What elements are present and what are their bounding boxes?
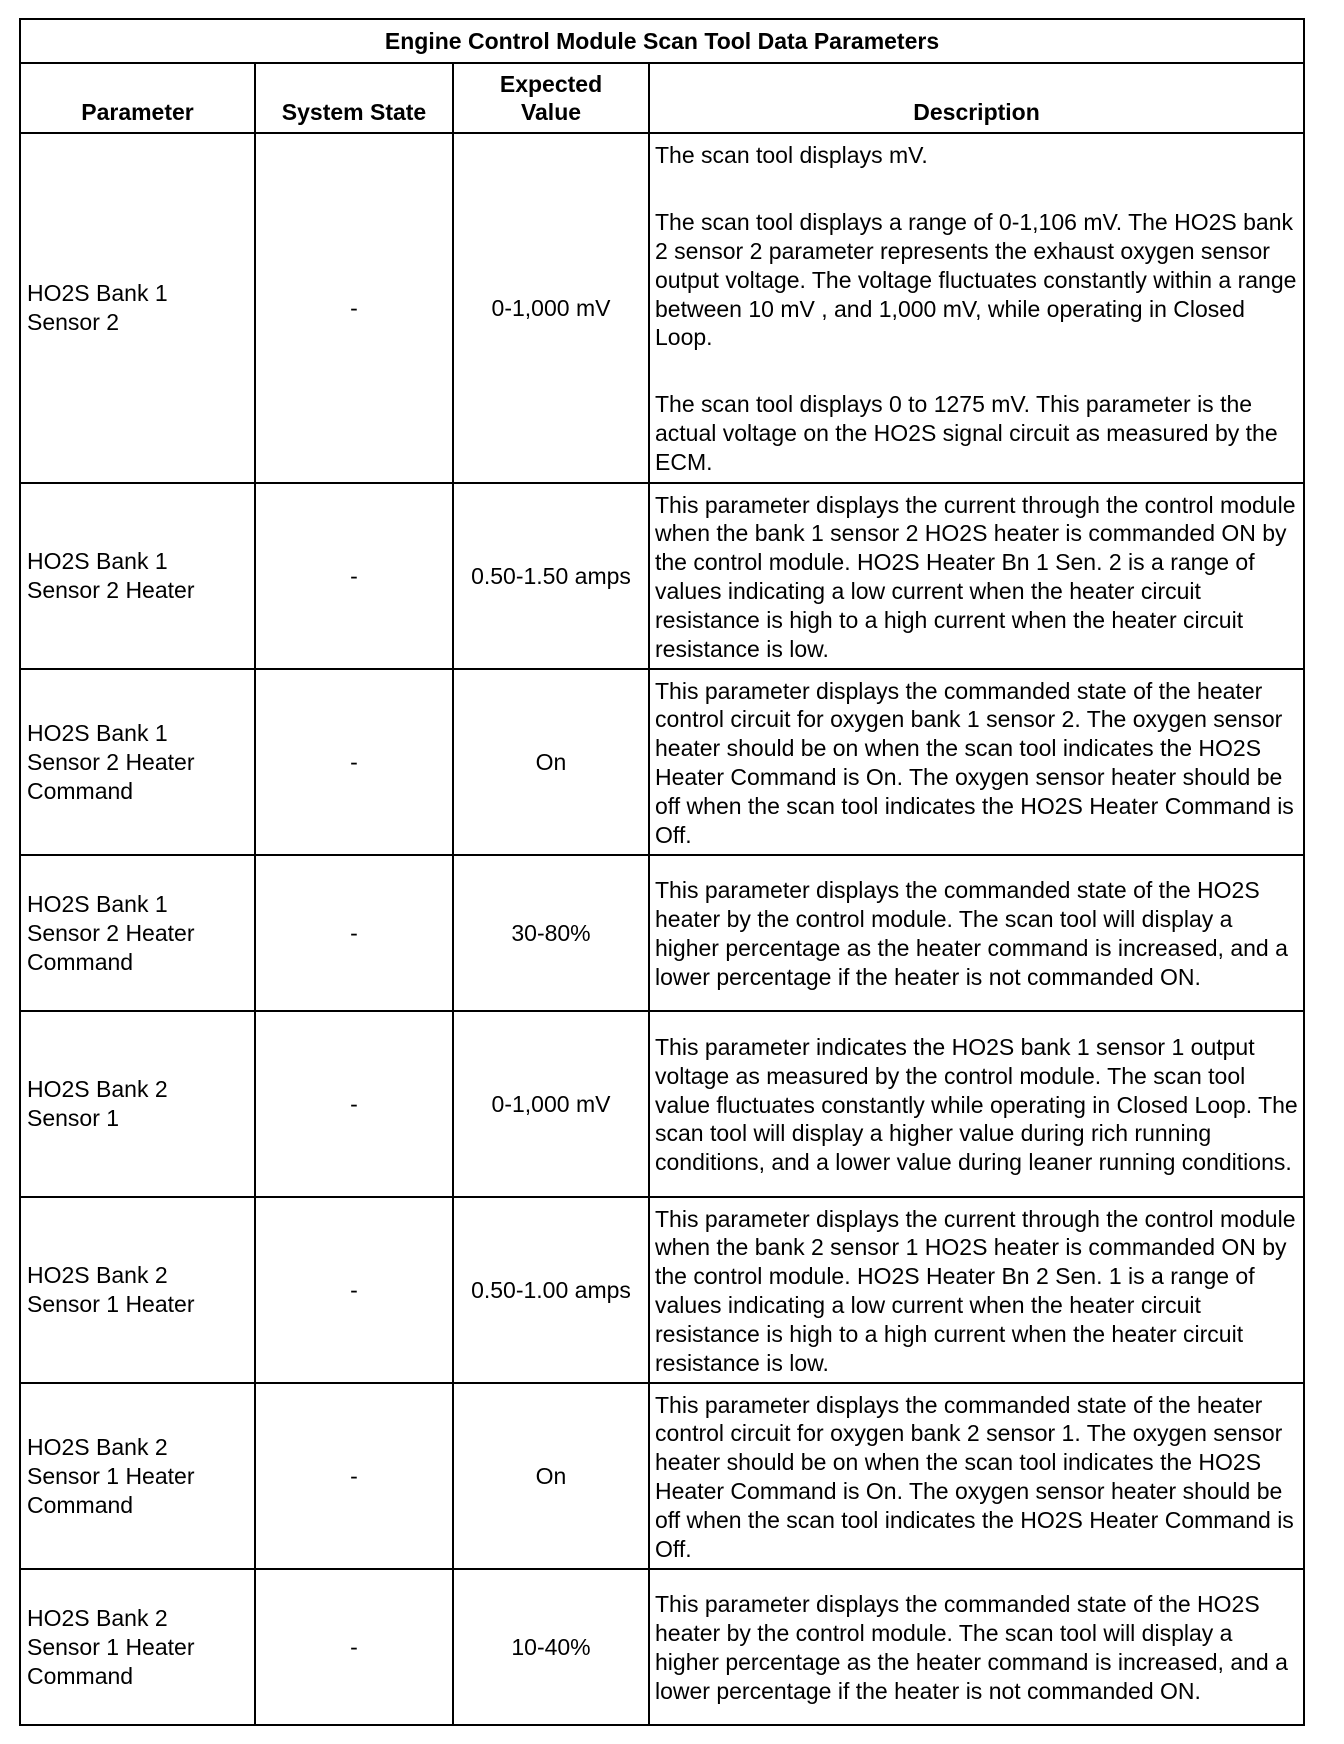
parameter-line: Sensor 2 Heater [27,748,195,775]
parameter-line: HO2S Bank 2 [27,1604,168,1631]
expected-value-cell: 0-1,000 mV [453,1011,649,1197]
parameter-cell [20,669,255,855]
header-expected-value [453,63,649,133]
description-paragraph: The scan tool displays 0 to 1275 mV. This parameter is the actual voltage on the HO2S signal circuit as measured by the ECM. [655,391,1278,475]
description-cell [649,483,1304,669]
table-row [20,483,1304,669]
description-paragraph: This parameter indicates the HO2S bank 1 sensor 1 output voltage as measured by the control module. The scan tool value fluctuates constantly while operating in Closed Loop. The scan tool will display a higher value during rich running conditions, and a lower value during leaner running conditions. [655,1034,1298,1176]
parameter-line: HO2S Bank 1 [27,890,168,917]
system-state-cell: - [255,133,453,483]
table-row [20,1569,1304,1725]
expected-value-cell: 0.50-1.50 amps [453,483,649,669]
parameter-cell [20,1383,255,1569]
description-cell [649,855,1304,1011]
description-paragraph: This parameter displays the commanded state of the heater control circuit for oxygen bank 1 sensor 2. The oxygen sensor heater should be on when the scan tool indicates the HO2S Heater Command is On. The oxygen sensor heater should be off when the scan tool indicates the HO2S Heater Command is Off. [655,677,1294,848]
description-cell [649,1011,1304,1197]
header-description: Description [649,63,1304,133]
table-row [20,1197,1304,1383]
system-state-cell: - [255,1569,453,1725]
parameter-line: Sensor 1 Heater [27,1633,195,1660]
expected-value-cell: 0.50-1.00 amps [453,1197,649,1383]
description-cell [649,1383,1304,1569]
table-title: Engine Control Module Scan Tool Data Parameters [20,19,1304,63]
parameter-line: Command [27,1662,134,1689]
parameter-line: HO2S Bank 1 [27,280,168,306]
system-state-cell: - [255,669,453,855]
parameter-line: HO2S Bank 2 [27,1076,168,1102]
header-parameter: Parameter [20,63,255,133]
expected-value-cell: 0-1,000 mV [453,133,649,483]
description-paragraph: This parameter displays the commanded state of the HO2S heater by the control module. The scan tool will display a higher percentage as the heater command is increased, and a lower percentage if the heater is not commanded ON. [655,1591,1288,1704]
parameter-line: HO2S Bank 2 [27,1262,168,1288]
description-paragraph: This parameter displays the commanded state of the heater control circuit for oxygen bank 2 sensor 1. The oxygen sensor heater should be on when the scan tool indicates the HO2S Heater Command is On. The oxygen sensor heater should be off when the scan tool indicates the HO2S Heater Command is Off. [655,1391,1294,1562]
parameter-line: Sensor 2 [27,309,120,335]
header-system-state: System State [255,63,453,133]
parameter-line: Sensor 2 Heater [27,919,195,946]
parameter-line: HO2S Bank 1 [27,548,168,574]
system-state-cell: - [255,1011,453,1197]
system-state-cell: - [255,483,453,669]
expected-value-cell: On [453,1383,649,1569]
parameter-line: Command [27,948,134,975]
description-cell [649,1569,1304,1725]
parameter-cell [20,133,255,483]
description-cell [649,133,1304,483]
parameter-cell [20,855,255,1011]
parameter-line: HO2S Bank 1 [27,719,168,746]
description-cell [649,1197,1304,1383]
description-paragraph: The scan tool displays mV. [655,142,928,169]
table-row [20,1011,1304,1197]
header-expected-value-line2: Value [520,99,582,125]
system-state-cell: - [255,1197,453,1383]
description-paragraph: This parameter displays the commanded state of the HO2S heater by the control module. The scan tool will display a higher percentage as the heater command is increased, and a lower percentage if the heater is not commanded ON. [655,877,1288,990]
expected-value-cell: 10-40% [453,1569,649,1725]
table-row [20,669,1304,855]
parameter-cell [20,1197,255,1383]
parameter-line: HO2S Bank 2 [27,1433,168,1460]
description-paragraph: The scan tool displays a range of 0-1,106 mV. The HO2S bank 2 sensor 2 parameter represents the exhaust oxygen sensor output voltage. The voltage fluctuates constantly within a range between 10 mV , and 1,000 mV, while operating in Closed Loop. [655,209,1297,351]
expected-value-cell: 30-80% [453,855,649,1011]
header-expected-value-line1: Expected [499,71,603,97]
parameter-line: Sensor 1 Heater [27,1462,195,1489]
system-state-cell: - [255,1383,453,1569]
table-row [20,1383,1304,1569]
parameter-cell [20,1011,255,1197]
parameter-cell [20,483,255,669]
parameter-line: Sensor 2 Heater [27,577,195,603]
parameter-line: Sensor 1 [27,1105,120,1131]
table-row [20,133,1304,483]
description-paragraph: This parameter displays the current through the control module when the bank 1 sensor 2 HO2S heater is commanded ON by the control module. HO2S Heater Bn 1 Sen. 2 is a range of values indicating a low current when the heater circuit resistance is high to a high current when the heater circuit resistance is low. [655,491,1296,662]
description-cell [649,669,1304,855]
description-paragraph: This parameter displays the current through the control module when the bank 2 sensor 1 HO2S heater is commanded ON by the control module. HO2S Heater Bn 2 Sen. 1 is a range of values indicating a low current when the heater circuit resistance is high to a high current when the heater circuit resistance is low. [655,1205,1296,1376]
parameter-line: Command [27,1491,134,1518]
parameter-cell [20,1569,255,1725]
expected-value-cell: On [453,669,649,855]
scan-tool-data-table [19,18,1305,1726]
parameter-line: Command [27,777,134,804]
system-state-cell: - [255,855,453,1011]
table-row [20,855,1304,1011]
parameter-line: Sensor 1 Heater [27,1291,195,1317]
